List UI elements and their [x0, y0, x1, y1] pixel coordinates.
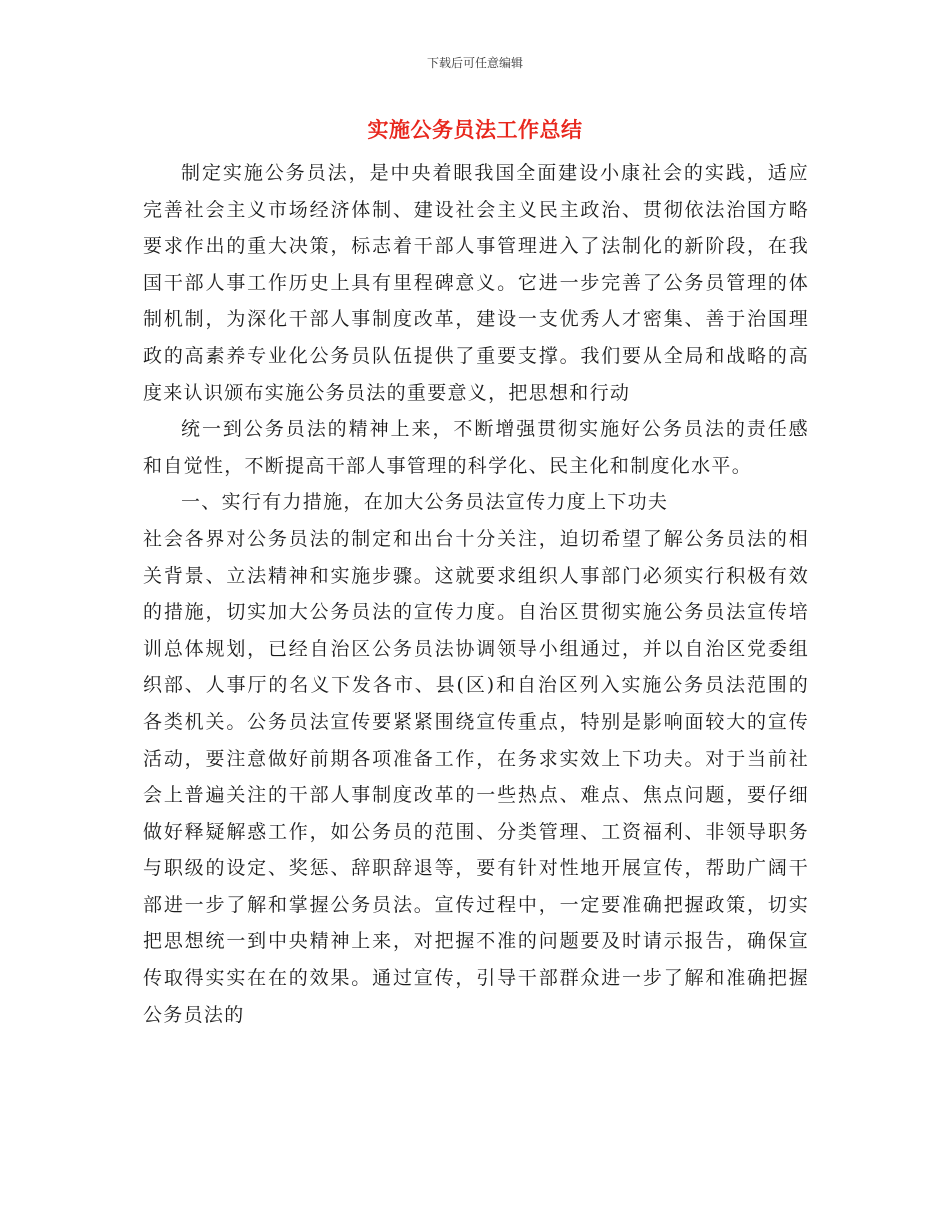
paragraph-continuation: 统一到公务员法的精神上来，不断增强贯彻实施好公务员法的责任感和自觉性，不断提高干部人事管理的科学化、民主化和制度化水平。	[143, 418, 809, 477]
paragraph-intro: 制定实施公务员法，是中央着眼我国全面建设小康社会的实践，适应完善社会主义市场经济体制、建设社会主义民主政治、贯彻依法治国方略要求作出的重大决策，标志着干部人事管理进入了法制化的新阶段，在我国干部人事工作历史上具有里程碑意义。它进一步完善了公务员管理的体制机制，为深化干部人事制度改革，建设一支优秀人才密集、善于治国理政的高素养专业化公务员队伍提供了重要支撑。我们要从全局和战略的高度来认识颁布实施公务员法的重要意义，把思想和行动	[143, 162, 809, 404]
header-note: 下载后可任意编辑	[426, 56, 523, 70]
paragraph-section-1: 社会各界对公务员法的制定和出台十分关注，迫切希望了解公务员法的相关背景、立法精神和实施步骤。这就要求组织人事部门必须实行积极有效的措施，切实加大公务员法的宣传力度。自治区贯彻实施公务员法宣传培训总体规划，已经自治区公务员法协调领导小组通过，并以自治区党委组织部、人事厅的名义下发各市、县(区)和自治区列入实施公务员法范围的各类机关。公务员法宣传要紧紧围绕宣传重点，特别是影响面较大的宣传活动，要注意做好前期各项准备工作，在务求实效上下功夫。对于当前社会上普遍关注的干部人事制度改革的一些热点、难点、焦点问题，要仔细做好释疑解惑工作，如公务员的范围、分类管理、工资福利、非领导职务与职级的设定、奖惩、辞职辞退等，要有针对性地开展宣传，帮助广阔干部进一步了解和掌握公务员法。宣传过程中，一定要准确把握政策，切实把思想统一到中央精神上来，对把握不准的问题要及时请示报告，确保宣传取得实实在在的效果。通过宣传，引导干部群众进一步了解和准确把握公务员法的	[143, 527, 809, 1026]
document-title: 实施公务员法工作总结	[367, 118, 583, 142]
section-heading-1: 一、实行有力措施，在加大公务员法宣传力度上下功夫	[181, 491, 669, 514]
document-body	[143, 155, 809, 1033]
